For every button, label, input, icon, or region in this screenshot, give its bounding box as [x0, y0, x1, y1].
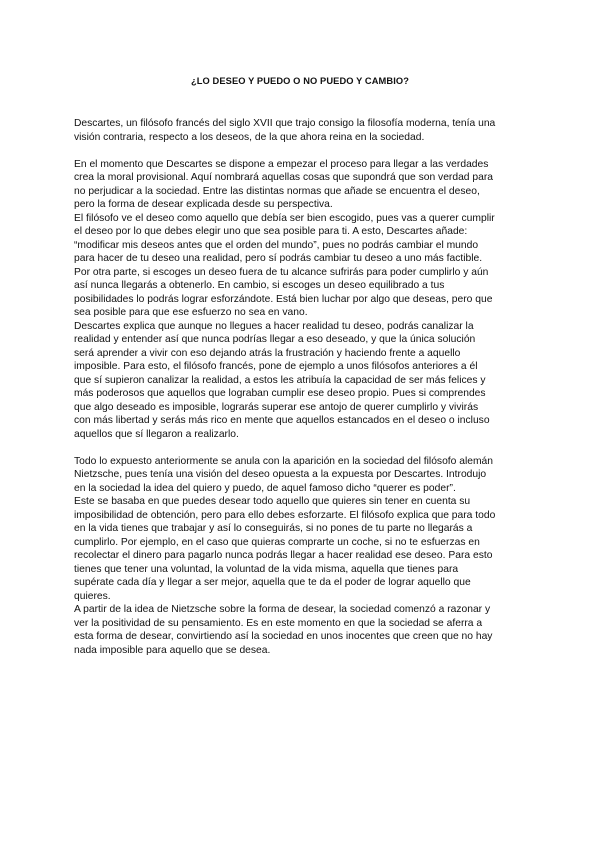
paragraph-gap [74, 441, 532, 455]
text-line: nada imposible para aquello que se desea. [74, 644, 271, 656]
text-line: realidad y entender así que nunca podrías llegar a eso deseado, y que la única solución [74, 334, 476, 345]
text-line: para hacer de tu deseo una realidad, pero sí podrás cambiar tu deseo a uno más factible. [74, 253, 483, 264]
text-line: Descartes, un filósofo francés del siglo XVII que trajo consigo la filosofía moderna, tenía una [74, 118, 496, 129]
text-line: que sí supieron canalizar la realidad, a estos les atribuía la capacidad de ser más felices y [74, 374, 486, 386]
text-line: Nietzsche, pues tenía una visión del deseo opuesta a la expuesta por Descartes. Introdujo [74, 469, 487, 480]
text-line: Este se basaba en que puedes desear todo aquello que quieres sin tener en cuenta su [74, 496, 471, 507]
text-line: pero la forma de desear explicada desde su perspectiva. [74, 199, 333, 210]
paragraph-gap [74, 144, 532, 158]
text-line: sea posible para que ese esfuerzo no sea en vano. [74, 307, 308, 318]
text-line: “modificar mis deseos antes que el orden del mundo”, pues no podrás cambiar el mundo [74, 239, 479, 251]
document-title: ¿LO DESEO Y PUEDO O NO PUEDO Y CAMBIO? [190, 76, 409, 86]
text-line: visión contraria, respecto a los deseos, de la que ahora reina en la sociedad. [74, 131, 425, 143]
text-line: quieres. [74, 590, 111, 602]
text-line: posibilidades lo podrás lograr esforzándote. Está bien luchar por algo que deseas, pero que [74, 293, 493, 305]
text-line: aquellos que sí llegaron a realizarlo. [74, 428, 239, 440]
text-line: en la sociedad la idea del quiero y puedo, de aquel famoso dicho “querer es poder”. [74, 482, 456, 494]
text-line: no perjudicar a la sociedad. Entre las distintas normas que añade se encuentra el deseo, [74, 185, 480, 197]
text-line: esta forma de desear, convirtiendo así la sociedad en unos inocentes que creen que no hay [74, 631, 493, 642]
text-line: recolectar el dinero para pagarlo nunca podrás llegar a hacer realidad ese deseo. Para esto [74, 550, 493, 561]
text-line: tienes que tener una voluntad, la voluntad de la vida misma, aquella que tienes para [74, 563, 459, 575]
text-line: será aprender a vivir con eso dejando atrás la frustración y haciendo frente a aquello [74, 347, 461, 359]
text-line: imposible. Para esto, el filósofo francés, pone de ejemplo a unos filósofos anteriores a él [74, 361, 478, 372]
text-line: A partir de la idea de Nietzsche sobre la forma de desear, la sociedad comenzó a razonar y [74, 604, 491, 615]
text-line: El filósofo ve el deseo como aquello que debía ser bien escogido, pues vas a querer cumplir [74, 212, 495, 224]
text-line: crea la moral provisional. Aquí nombrará aquellas cosas que supondrá que son verdad para [74, 172, 493, 183]
text-line: cumplirlo. Por ejemplo, en el caso que quieras comprarte un coche, si no te esfuerzas en [74, 536, 480, 548]
text-line: más poderosos que aquellos que lograban cumplir ese deseo propio. Pues si comprendes [74, 388, 486, 399]
text-line: en la vida tienes que trabajar y así lo conseguirás, si no pones de tu parte no llegarás a [74, 523, 473, 534]
text-line: que algo deseado es imposible, lograrás superar ese antojo de querer cumplirlo y vivirás [74, 401, 479, 413]
text-line: con más libertad y serás más rico en mente que aquellos estancados en el deseo o incluso [74, 415, 490, 426]
text-line: el deseo por lo que debes elegir uno que sea posible para ti. A esto, Descartes añade: [74, 226, 468, 237]
text-line: En el momento que Descartes se dispone a empezar el proceso para llegar a las verdades [74, 158, 489, 170]
text-line: así nunca llegarás a obtenerlo. En cambio, si escoges un deseo equilibrado a tus [74, 280, 445, 291]
text-line: ver la positividad de su pensamiento. Es en este momento en que la sociedad se aferra a [74, 617, 483, 629]
text-line: Por otra parte, si escoges un deseo fuera de tu alcance sufrirás para poder cumplirlo y aún [74, 266, 489, 278]
text-line: Descartes explica que aunque no llegues a hacer realidad tu deseo, podrás canalizar la [74, 320, 474, 332]
text-line: supérate cada día y llegar a ser mejor, aquella que te da el poder de lograr aquello que [74, 577, 471, 588]
text-line: Todo lo expuesto anteriormente se anula con la aparición en la sociedad del filósofo alemán [74, 455, 494, 467]
text-line: imposibilidad de obtención, pero para ello debes esforzarte. El filósofo explica que para todo [74, 509, 496, 521]
document-body [74, 117, 532, 657]
